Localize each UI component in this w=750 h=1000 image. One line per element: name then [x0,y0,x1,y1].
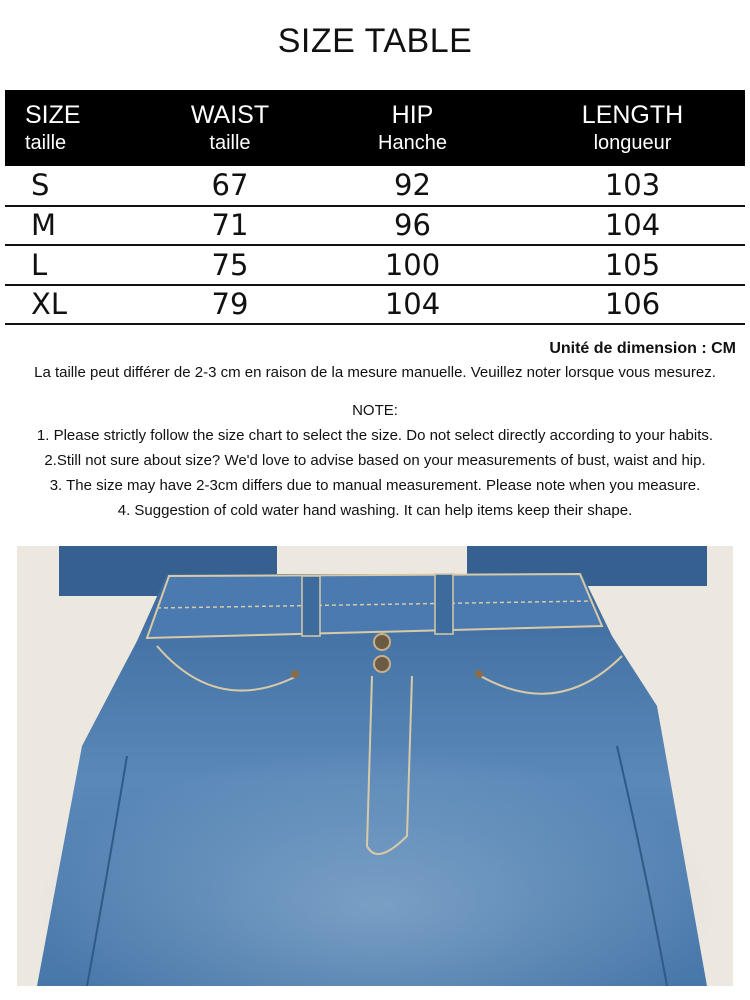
table-row [5,285,745,325]
cell-size: XL [31,287,68,322]
cell-waist: 79 [211,287,249,322]
header-sublabel: longueur [593,132,672,154]
header-label: WAIST [190,101,270,129]
cell-size: L [31,247,48,282]
header-size [5,90,155,166]
header-sublabel: Hanche [378,132,447,154]
cell-waist: 67 [211,168,249,203]
unit-label: Unité de dimension : CM [549,340,736,357]
note-item: 4. Suggestion of cold water hand washing. It can help items keep their shape. [117,502,633,519]
header-label: SIZE [25,101,81,129]
cell-hip: 92 [394,168,431,203]
cell-hip: 96 [394,208,431,243]
header-label: LENGTH [581,101,684,129]
note-item: 3. The size may have 2-3cm differs due to manual measurement. Please note when you measure. [49,477,701,494]
note-heading: NOTE: [352,402,398,419]
page-title: SIZE TABLE [277,22,473,60]
cell-size: M [31,208,57,243]
jeans-illustration [17,546,733,986]
cell-size: S [31,168,50,203]
note-item: 2.Still not sure about size? We'd love to advise based on your measurements of bust, waist and hip. [44,452,706,469]
table-row [5,206,745,246]
header-sublabel: taille [209,132,251,154]
header-waist [155,90,305,166]
notes-block [0,398,750,523]
cell-length: 106 [604,287,661,322]
header-sublabel: taille [25,132,67,154]
table-header-row [5,90,745,166]
size-table [5,90,745,325]
cell-length: 105 [604,247,661,282]
table-row [5,166,745,206]
header-label: HIP [391,101,434,129]
disclaimer-text: La taille peut différer de 2-3 cm en raison de la mesure manuelle. Veuillez noter lorsque vous mesurez. [34,364,716,381]
cell-waist: 71 [211,208,249,243]
cell-length: 104 [604,208,661,243]
cell-waist: 75 [211,247,249,282]
table-row [5,245,745,285]
product-photo [17,546,733,986]
note-item: 1. Please strictly follow the size chart to select the size. Do not select directly according to your habits. [36,427,714,444]
cell-hip: 100 [384,247,441,282]
header-length [520,90,745,166]
cell-length: 103 [604,168,661,203]
header-hip [305,90,520,166]
cell-hip: 104 [384,287,441,322]
